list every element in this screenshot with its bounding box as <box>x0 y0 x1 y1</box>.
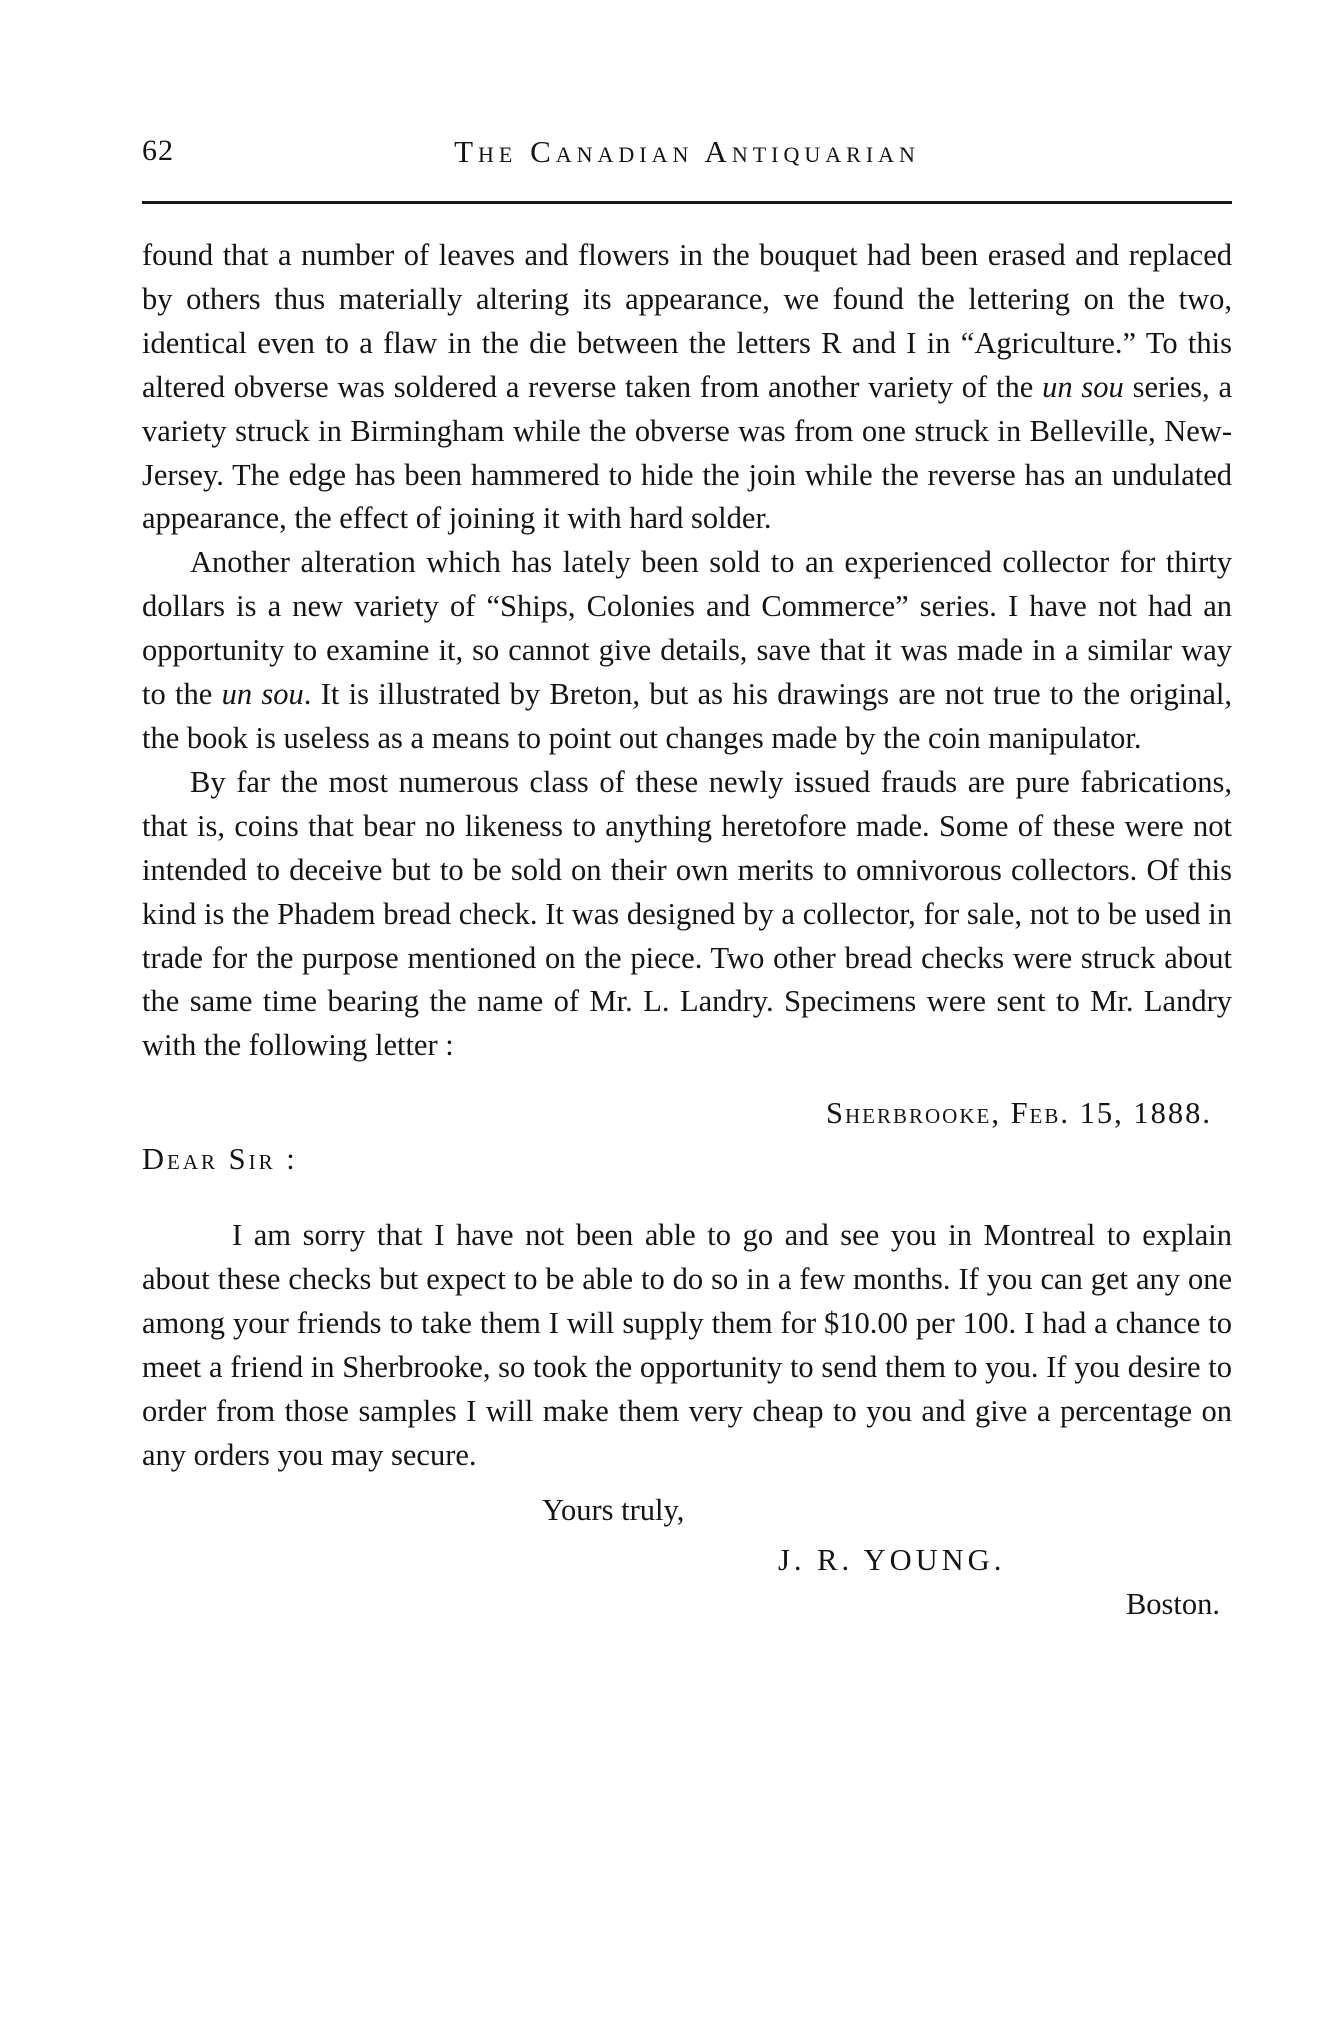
letter-salutation: Dear Sir : <box>142 1142 298 1177</box>
letter-signature: J. R. YOUNG. <box>778 1543 1006 1578</box>
letter-dateline: Sherbrooke, Feb. 15, 1888. <box>826 1096 1212 1131</box>
paragraph-1-italic: un sou <box>1042 369 1124 404</box>
paragraph-2-text-b: . It is illustrated by Breton, but as his drawings are not true to the original, the book is useless as a means to point out changes made by the coin manipulator. <box>142 677 1232 755</box>
paragraph-3: By far the most numerous class of these newly issued frauds are pure fabrications, that is, coins that bear no likeness to anything heretofore made. Some of these were not intended to deceive but to be sold on their own merits to omnivorous collectors. Of this kind is the Phadem bread check. It was designed by a collector, for sale, not to be used in trade for the purpose mentioned on the piece. Two other bread checks were struck about the same time bearing the name of Mr. L. Landry. Specimens were sent to Mr. Landry with the following letter : <box>142 764 1232 1063</box>
letter-place: Boston. <box>1125 1587 1220 1622</box>
paragraph-2 <box>142 541 1232 761</box>
paragraph-2-text-a: Another alteration which has lately been sold to an experienced collector for thirty dollars is a new variety of “Ships, Colonies and Commerce” series. I have not had an opportunity to examine it, so cannot give details, save that it was made in a similar way to the <box>142 545 1232 712</box>
header-rule <box>142 201 1232 204</box>
paragraph-1 <box>142 234 1232 541</box>
running-title: The Canadian Antiquarian <box>454 134 920 169</box>
paragraph-1-text-a: found that a number of leaves and flowers in the bouquet had been erased and replaced by others thus materially altering its appearance, we found the lettering on the two, identical even to a flaw in the die between the letters R and I in “Agriculture.” To this altered obverse was soldered a reverse taken from another variety of the <box>142 238 1232 404</box>
page-number: 62 <box>142 134 174 167</box>
page-body <box>142 234 1232 1627</box>
letter-closing: Yours truly, <box>542 1493 685 1528</box>
paragraph-1-text-b: series, a variety struck in Birmingham while the obverse was from one struck in Belleville, New-Jersey. The edge has been hammered to hide the join while the reverse has an undulated appearance, the effect of joining it with hard solder. <box>142 369 1233 536</box>
paragraph-2-italic: un sou <box>221 677 304 712</box>
letter-body: I am sorry that I have not been able to go and see you in Montreal to explain about these checks but expect to be able to do so in a few months. If you can get any one among your friends to take them I will supply them for $10.00 per 100. I had a chance to meet a friend in Sherbrooke, so took the opportunity to send them to you. If you desire to order from those samples I will make them very cheap to you and give a percentage on any orders you may secure. <box>142 1218 1232 1472</box>
page-header <box>142 134 1232 174</box>
